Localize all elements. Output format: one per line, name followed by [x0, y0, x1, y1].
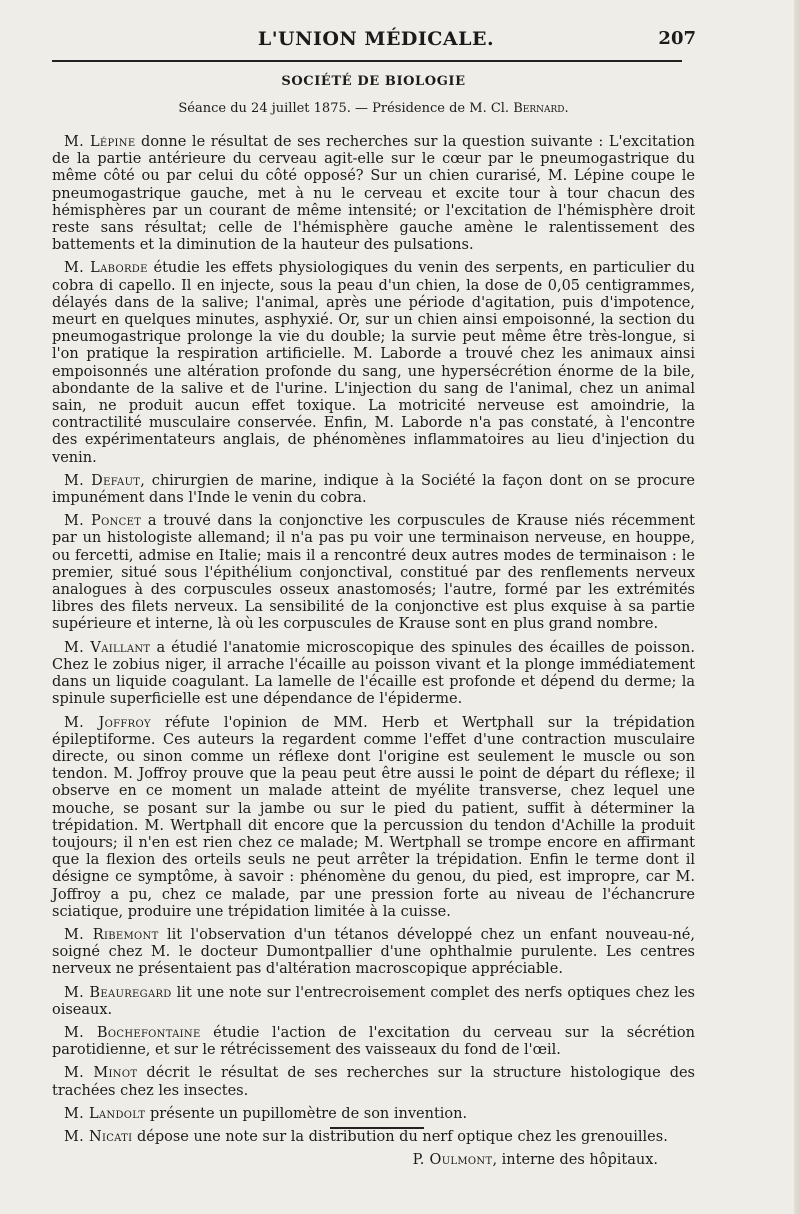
speaker-name: M. Laborde — [64, 260, 148, 277]
entry-paragraph — [52, 134, 695, 254]
entry-text: a trouvé dans la conjonctive les corpuscules de Krause niés récemment par un histologiste allemand; il n'a pas pu voir une terminaison nerveuse, en houppe, ou fercetti, admise en Italie; mais il a rencontré deux autres modes de terminaison : le premier, situé sous l'épithélium conjonctival, constitué par des renflements nerveux analogues à des corpuscules osseux anastomosés; l'autre, formé par les extrémités libres des filets nerveux. La sensibilité de la conjonctive est plus exquise à sa partie supérieure et interne, là où les corpuscules de Krause sont en plus grand nombre. — [52, 513, 695, 633]
entry-paragraph — [52, 1106, 695, 1123]
session-president: Bernard. — [513, 101, 569, 116]
header-rule — [52, 60, 682, 62]
speaker-name: M. Minot — [64, 1065, 138, 1082]
entry-paragraph — [52, 513, 695, 633]
entry-text: dépose une note sur la distribution du nerf optique chez les grenouilles. — [132, 1128, 668, 1145]
entry-paragraph — [52, 927, 695, 979]
speaker-name: M. Poncet — [64, 513, 142, 530]
entry-paragraph — [52, 1129, 695, 1146]
entry-paragraph — [52, 260, 695, 466]
entry-text: lit une note sur l'entrecroisement complet des nerfs optiques chez les oiseaux. — [52, 984, 695, 1018]
signature — [52, 1152, 658, 1169]
entry-text: lit l'observation d'un tétanos développé chez un enfant nouveau-né, soigné chez M. le docteur Dumontpallier d'une ophthalmie purulente. Les centres nerveux ne présentaient pas d'altération macroscopique appréciable. — [52, 926, 695, 978]
speaker-name: M. Defaut — [64, 472, 141, 489]
speaker-name: M. Beauregard — [64, 984, 172, 1001]
entry-paragraph — [52, 985, 695, 1019]
entry-paragraph — [52, 715, 695, 921]
session-line — [52, 101, 695, 116]
signature-name: P. Oulmont — [412, 1152, 493, 1169]
entry-text: , chirurgien de marine, indique à la Société la façon dont on se procure impunément dans l'Inde le venin du cobra. — [52, 472, 695, 507]
entry-text: donne le résultat de ses recherches sur la question suivante : L'excitation de la partie antérieure du cerveau agit-elle sur le cœur par le pneumogastrique du même côté ou par celui du côté opposé? Sur un chien curarisé, M. Lépine coupe le pneumogastrique gauche, met à nu le cerveau et excite tour à tour chacun des hémisphères par un courant de même intensité; or l'excitation de l'hémisphère droit reste sans résultat; celle de l'hémisphère gauche amène le ralentissement des battements et la diminution de la hauteur des pulsations. — [52, 134, 695, 254]
speaker-name: M. Bochefontaine — [64, 1024, 201, 1041]
entries-list — [52, 134, 695, 1146]
speaker-name: M. Lépine — [64, 134, 136, 150]
entry-paragraph — [52, 640, 695, 709]
entry-text: a étudié l'anatomie microscopique des spinules des écailles de poisson. Chez le zobius niger, il arrache l'écaille au poisson vivant et la plonge immédiatement dans un liquide coagulant. La lamelle de l'écaille est profonde et dépend du derme; la spinule superficielle est une dépendance de l'épiderme. — [52, 639, 695, 708]
entry-paragraph — [52, 473, 695, 507]
entry-paragraph — [52, 1025, 695, 1059]
entry-text: étudie les effets physiologiques du venin des serpents, en particulier du cobra di capello. Il en injecte, sous la peau d'un chien, la dose de 0,05 centigrammes, délayés dans de la salive; l'animal, après une période d'agitation, puis d'impotence, meurt en quelques minutes, asphyxié. Or, sur un chien ainsi empoisonné, la section du pneumogastrique prolonge la vie du double; la survie peut même être très-longue, si l'on pratique la respiration artificielle. M. Laborde a trouvé chez les animaux ainsi empoisonnés une altération profonde du sang, une hypersécrétion énorme de la bile, abondante de la salive et de l'urine. L'injection du sang de l'animal, chez un animal sain, ne produit aucun effet toxique. La motricité nerveuse est amoindrie, la contractilité musculaire conservée. Enfin, M. Laborde n'a pas constaté, à l'encontre des expérimentateurs anglais, de phénomènes inflammatoires au lieu d'injection du venin. — [52, 260, 695, 466]
entry-paragraph — [52, 1065, 695, 1099]
speaker-name: M. Landolt — [64, 1105, 146, 1122]
signature-title: , interne des hôpitaux. — [492, 1152, 658, 1169]
journal-title: L'UNION MÉDICALE. — [257, 28, 495, 50]
entry-text: décrit le résultat de ses recherches sur la structure histologique des trachées chez les insectes. — [52, 1065, 695, 1099]
running-header — [56, 26, 696, 56]
speaker-name: M. Joffroy — [64, 714, 151, 731]
session-text: Séance du 24 juillet 1875. — Présidence de M. Cl. — [178, 101, 514, 116]
speaker-name: M. Ribemont — [64, 926, 159, 943]
entry-text: présente un pupillomètre de son invention. — [145, 1105, 468, 1122]
footer-rule — [330, 1127, 424, 1129]
page-edge — [794, 0, 800, 1214]
entry-text: étudie l'action de l'excitation du cerveau sur la sécrétion parotidienne, et sur le rétrécissement des vaisseaux du fond de l'œil. — [52, 1024, 695, 1059]
page-number: 207 — [658, 28, 696, 49]
speaker-name: M. Vaillant — [64, 639, 151, 656]
entry-text: réfute l'opinion de MM. Herb et Wertphall sur la trépidation épileptiforme. Ces auteurs la regardent comme l'effet d'une contraction musculaire directe, ou sinon comme un réflexe dont l'origine est seulement le muscle ou son tendon. M. Joffroy prouve que la peau peut être aussi le point de départ du réflexe; il observe en ce moment un malade atteint de myélite transverse, chez lequel une mouche, se posant sur la jambe ou sur le pied du patient, suffit à déterminer la trépidation. M. Wertphall dit encore que la percussion du tendon d'Achille la produit toujours; il n'en est rien chez ce malade; M. Wertphall se trompe encore en affirmant que la flexion des orteils seuls ne peut arrêter la trépidation. Enfin le terme dont il désigne ce symptôme, à savoir : phénomène du genou, du pied, est impropre, car M. Joffroy a pu, chez ce malade, par une pression forte au niveau de l'échancrure sciatique, produire une trépidation limitée à la cuisse. — [52, 714, 695, 920]
speaker-name: M. Nicati — [64, 1128, 133, 1145]
section-title: SOCIÉTÉ DE BIOLOGIE — [281, 74, 466, 89]
article-body — [52, 72, 695, 1169]
